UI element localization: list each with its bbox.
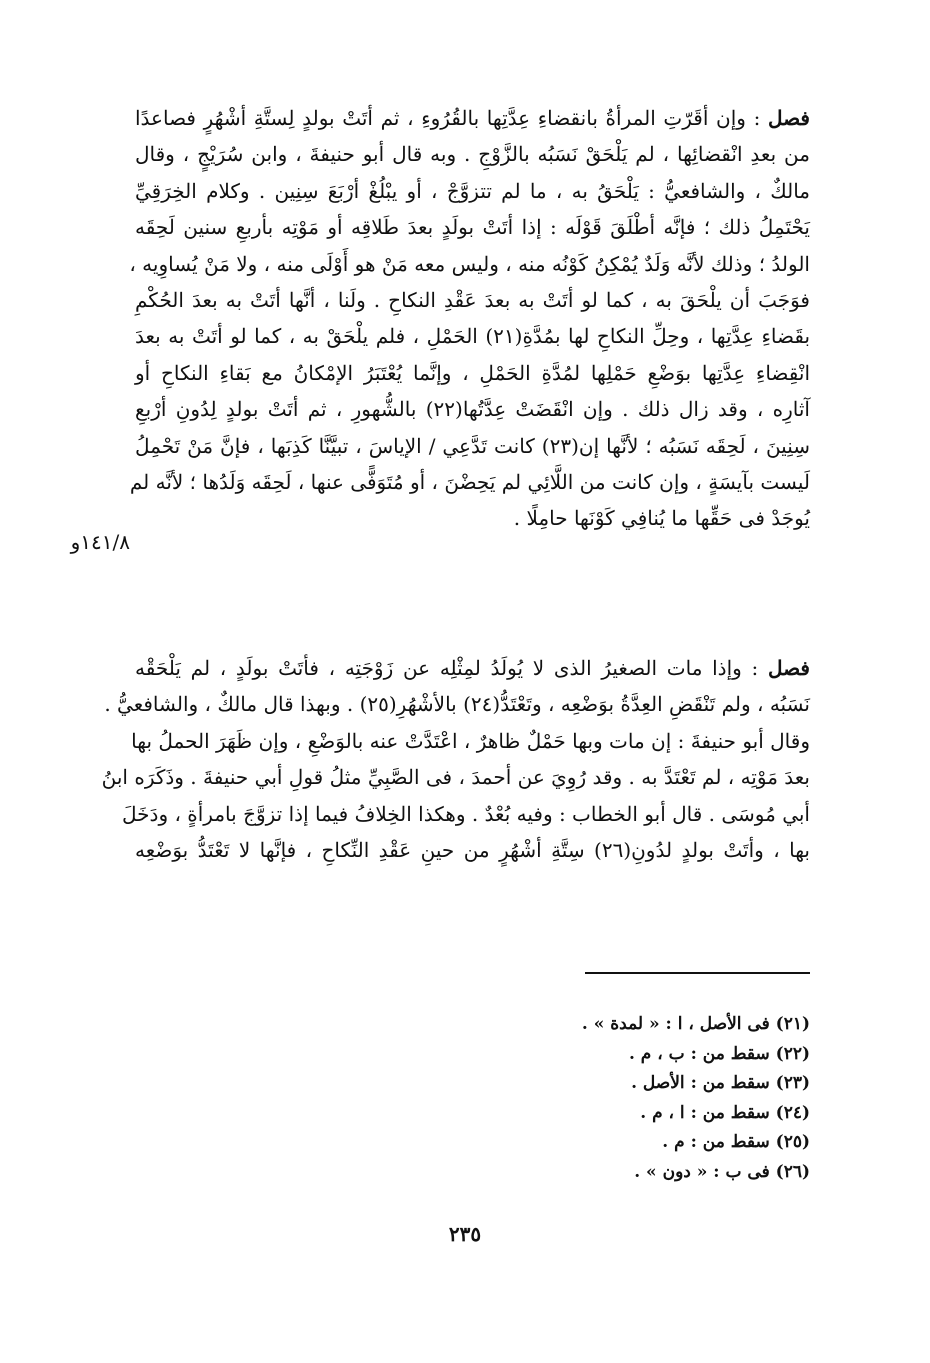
paragraph-line: لَيست بآيسَةٍ ، وإن كانت من اللَّائِي لم يَحِضْنَ ، أو مُتَوَفًّى عنها ، لَحِقَه وَلَدُها ؛ لأنَّه لم	[129, 470, 810, 495]
paragraph-line: سِنِينَ ، لَحِقَه نَسَبُه ؛ لأنَّها إن(٢٣) كانت تَدَّعِي / الإياسَ ، تبيَّنَّا كَذِبَها ، فإنَّ مَنْ تَحْمِلُ	[135, 433, 810, 458]
paragraph-line: فصل : وإذا مات الصغيرُ الذى لا يُولَدُ لمِثْلِه عن زَوْجَتِه ، فأتَتْ بولَدٍ ، لم يَلْحَقْه	[135, 656, 810, 680]
margin-manuscript-reference: ١٤١/٨و	[70, 530, 130, 554]
paragraph-line: فصل : وإن أقَرّتِ المرأةُ بانقضاءِ عِدَّتِها بالقُرُوءِ ، ثم أتَتْ بولدٍ لِستَّةِ أشْهُرٍ فصاعدًا	[135, 106, 810, 130]
footnotes	[420, 1010, 810, 1187]
paragraph-line: وقال أبو حنيفةَ : إن مات وبها حَمْلٌ ظاهرٌ ، اعْتَدَّتْ عنه بالوَضْعِ ، وإن ظَهَرَ الحملُ بها	[131, 728, 810, 753]
paragraph-line: من بعدِ انْقضائِها ، لم يَلْحَقْ نَسَبُه بالزَّوْجِ . وبه قال أبو حنيفةَ ، وابن سُرَيْجٍ ، وقال	[135, 142, 810, 167]
footnote-divider	[585, 972, 810, 974]
paragraph-1	[129, 100, 811, 537]
footnote-item: (٢١) فى الأصل ، ا : « لمدة » .	[581, 1014, 810, 1034]
footnote-item: (٢٥) سقط من : م .	[662, 1132, 810, 1152]
footnote-item: (٢٢) سقط من : ب ، م .	[628, 1043, 810, 1064]
footnote-item: (٢٤) سقط من : ا ، م .	[640, 1102, 810, 1123]
paragraph-line: مالكٌ ، والشافعيُّ : يَلْحَقُ به ، ما لم تتزوَّجْ ، أو يبْلُغْ أرْبَعَ سِنِين . وكلام الخِرَقِيِّ	[135, 178, 810, 203]
section-heading: فصل	[767, 106, 810, 130]
paragraph-line: الولدُ ؛ وذلك لأنَّه وَلَدٌ يُمْكِنُ كَوْنُه منه ، وليس معه مَنْ هو أَوْلَى منه ، ولا مَنْ يُساوِيه ،	[129, 251, 810, 276]
paragraph-line: نَسَبُه ، ولم تَنْقَضِ العِدَّةُ بوَضْعِه ، وتَعْتَدُّ(٢٤) بالأشْهُرِ(٢٥) . وبهذا قال مالكٌ ، والشافعيُّ .	[104, 692, 810, 717]
paragraph-line: آثارِه ، وقد زال ذلك . وإن انْقَضَتْ عِدَّتُها(٢٢) بالشُّهورِ ، ثم أتَتْ بولدٍ لِدُونِ أرْبعِ	[135, 397, 810, 422]
paragraph-line: بها ، وأتَتْ بولدٍ لدُونِ(٢٦) سِتَّةِ أشْهُرٍ من حينِ عَقْدِ النِّكاحِ ، فإنَّها لا تَعْتَدُّ بوَضْعِه	[135, 838, 811, 863]
paragraph-line: أبي مُوسَى . قال أبو الخطاب : وفيه بُعْدٌ . وهكذا الخِلافُ فيما إذا تزوَّجَ بامرأةٍ ، ودَخَلَ	[122, 801, 810, 826]
paragraph-line: بعدَ مَوْتِه ، لم تَعْتَدَّ به . وقد رُوِيَ عن أحمدَ ، فى الصَّبِيِّ مثلُ قولِ أبي حنيفةَ . وذَكَرَه ابنُ	[101, 765, 810, 790]
paragraph-line: فوَجَبَ أن يلْحَقَ به ، كما لو أتَتْ به بعدَ عَقْدِ النكاحِ . ولَنا ، أنَّها أتَتْ به بعدَ الحُكْمِ	[135, 288, 810, 313]
paragraph-2	[101, 650, 811, 868]
footnote-item: (٢٣) سقط من : الأصل .	[631, 1073, 810, 1093]
paragraph-line: يَحْتَمِلُ ذلك ؛ فإنَّه أطْلَقَ قَوْلَه : إذا أتَتْ بولَدٍ بعدَ طَلاقِه أو مَوْتِه بأربعِ سنين لَحِقَه	[135, 215, 810, 240]
paragraph-line: انْقِضاءِ عِدَّتِها بوَضْعِ حَمْلِها لمُدَّةِ الحَمْلِ ، وإنَّما يُعْتَبَرُ الإمْكانُ مع بَقاءِ النكاحِ أو	[135, 360, 810, 385]
footnote-item: (٢٦) فى ب : « دون » .	[634, 1161, 810, 1182]
page-number: ٢٣٥	[448, 1222, 482, 1246]
paragraph-line: يُوجَدْ فى حَقِّها ما يُنافِي كَوْنَها حامِلًا .	[513, 506, 810, 531]
paragraph-line: بقَضاءِ عِدَّتِها ، وحِلِّ النكاحِ لها بمُدَّةِ(٢١) الحَمْلِ ، فلم يلْحَقْ به ، كما لو أتَتْ به بعدَ	[135, 324, 811, 349]
section-heading: فصل	[767, 656, 810, 680]
